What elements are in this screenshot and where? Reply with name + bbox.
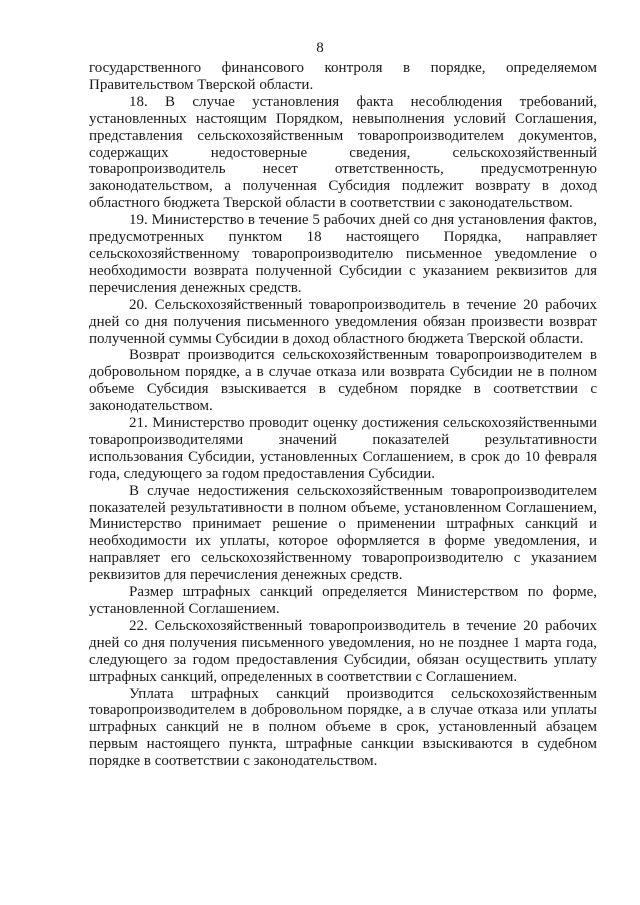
paragraph-refund-procedure: Возврат производится сельскохозяйственным товаропроизводителем в добровольном порядке, а в случае отказа или возврата Субсидии не в полном объеме Субсидия взыскивается в судебном порядке в соответствии с законодательством. bbox=[89, 347, 597, 415]
paragraph-clause-20: 20. Сельскохозяйственный товаропроизводитель в течение 20 рабочих дней со дня получения письменного уведомления обязан произвести возврат полученной суммы Субсидии в доход областного бюджета Тверской области. bbox=[89, 296, 597, 347]
paragraph-clause-22: 22. Сельскохозяйственный товаропроизводитель в течение 20 рабочих дней со дня получения письменного уведомления, но не позднее 1 марта года, следующего за годом предоставления Субсидии, обязан осуществить уплату штрафных санкций, определенных в соответствии с Соглашением. bbox=[89, 617, 597, 685]
paragraph-penalty-payment: Уплата штрафных санкций производится сельскохозяйственным товаропроизводителем в добровольном порядке, а в случае отказа или уплаты штрафных санкций не в полном объеме в срок, установленный абзацем первым настоящего пункта, штрафные санкции взыскиваются в судебном порядке в соответствии с законодательством. bbox=[89, 685, 597, 770]
paragraph-penalty-amount: Размер штрафных санкций определяется Министерством по форме, установленной Соглашением. bbox=[89, 584, 597, 617]
paragraph-clause-21: 21. Министерство проводит оценку достижения сельскохозяйственными товаропроизводителями значений показателей результативности использования Субсидии, установленных Соглашением, в срок до 10 февраля года, следующего за годом предоставления Субсидии. bbox=[89, 415, 597, 482]
paragraph-clause-19: 19. Министерство в течение 5 рабочих дней со дня установления фактов, предусмотренных пунктом 18 настоящего Порядка, направляет сельскохозяйственному товаропроизводителю письменное уведомление о необходимости возврата полученной Субсидии с указанием реквизитов для перечисления денежных средств. bbox=[89, 212, 597, 296]
page-number: 8 bbox=[316, 40, 324, 56]
paragraph-clause-18: 18. В случае установления факта несоблюдения требований, установленных настоящим Порядком, невыполнения условий Соглашения, представления сельскохозяйственным товаропроизводителем документов, содержащих недостоверные сведения, сельскохозяйственный товаропроизводитель несет ответственность, предусмотренную законодательством, а полученная Субсидия подлежит возврату в доход областного бюджета Тверской области в соответствии с законодательством. bbox=[89, 93, 597, 212]
paragraph-continuation: государственного финансового контроля в порядке, определяемом Правительством Тверской области. bbox=[89, 60, 597, 93]
paragraph-penalty-decision: В случае недостижения сельскохозяйственным товаропроизводителем показателей результативности в полном объеме, установленном Соглашением, Министерство принимает решение о применении штрафных санкций и необходимости их уплаты, которое оформляется в форме уведомления, и направляет его сельскохозяйственному товаропроизводителю с указанием реквизитов для перечисления денежных средств. bbox=[89, 482, 597, 584]
document-body bbox=[89, 60, 597, 770]
